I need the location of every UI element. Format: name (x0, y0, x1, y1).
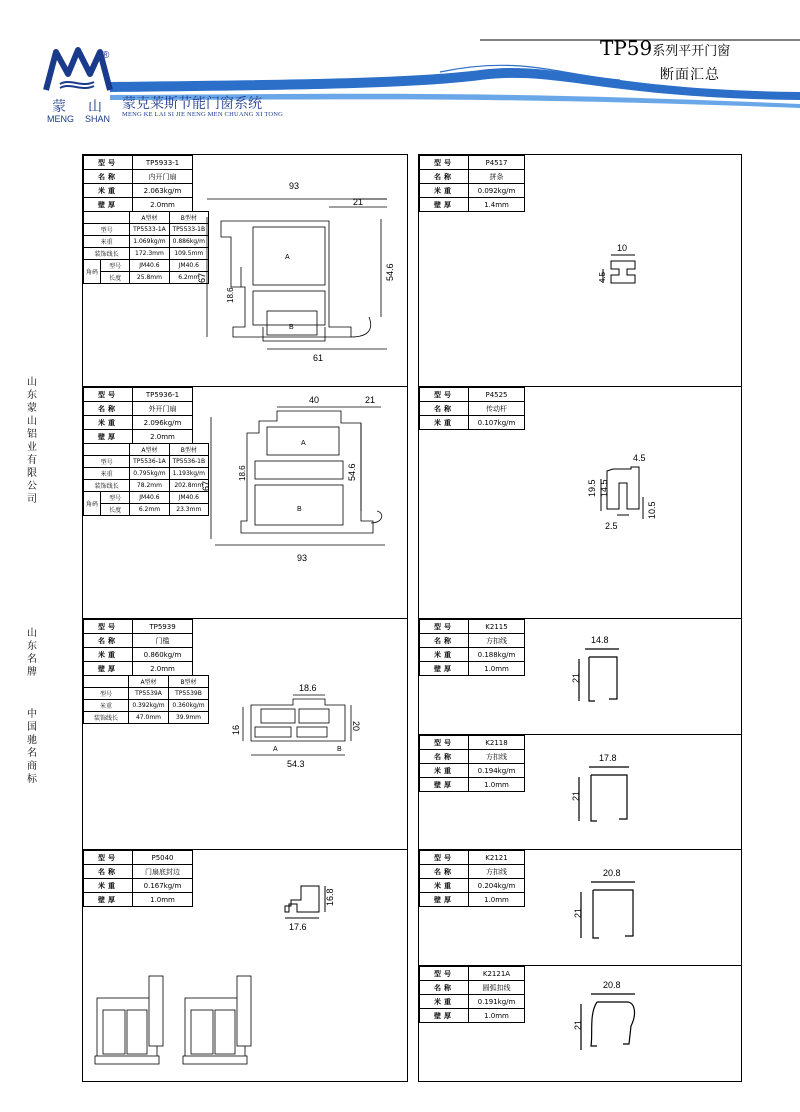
value-weight: 0.191kg/m (469, 995, 525, 1009)
label-model: 型号 (420, 736, 469, 750)
label-model: 型号 (101, 492, 130, 504)
value-name: 内开门扇 (133, 170, 193, 184)
spec-table-p4517 (419, 155, 525, 212)
label-name: 名称 (84, 634, 133, 648)
dim-height: 21 (571, 790, 581, 801)
logo-en-2: SHAN (85, 114, 111, 124)
profile-drawing-tp5933 (197, 177, 401, 382)
label-weight: 米重 (420, 764, 469, 778)
dim-93: 93 (297, 553, 308, 563)
label-a: A (273, 746, 278, 753)
value-wall: 1.0mm (133, 893, 193, 907)
dim-16-8: 16.8 (325, 888, 335, 906)
value-b-model: TP5533-1B (169, 224, 208, 236)
value-b-weight: 0.360kg/m (169, 700, 209, 712)
dim-14-5: 14.5 (599, 479, 609, 497)
value-weight: 2.096kg/m (133, 416, 193, 430)
dim-93: 93 (289, 181, 300, 191)
page-title (600, 36, 730, 60)
spec-table-tp5939 (83, 619, 193, 676)
dim-4-5: 4.5 (598, 271, 607, 283)
profile-drawing-k2115 (567, 629, 647, 719)
side-brand-1: 山东名牌 (27, 628, 37, 678)
value-wall: 1.0mm (469, 778, 525, 792)
dim-height: 21 (573, 907, 583, 918)
value-b-corner: JM40.6 (169, 492, 208, 504)
dim-18-6: 18.6 (299, 683, 317, 693)
dim-16: 16 (231, 724, 241, 735)
label-deco-len: 装饰线长 (84, 248, 130, 260)
assembly-drawing (89, 970, 265, 1070)
panel-k2118 (418, 734, 742, 850)
value-a-model: TP5536-1A (130, 456, 169, 468)
value-model: P4517 (469, 156, 525, 170)
dim-54-6: 54.6 (347, 463, 357, 481)
label-b-mat: B型材 (169, 676, 209, 688)
dim-21: 21 (365, 395, 376, 405)
value-b-deco: 109.5mm (169, 248, 208, 260)
label-length: 长度 (101, 272, 130, 284)
title-suffix: 系列平开门窗 (652, 44, 731, 59)
label-corner: 角码 (84, 492, 101, 516)
label-wall: 壁厚 (420, 778, 469, 792)
value-b-len: 6.2mm (169, 272, 208, 284)
dim-67: 67 (201, 480, 211, 491)
dim-67: 67 (197, 272, 207, 283)
label-model: 型号 (420, 967, 469, 981)
label-model: 型号 (420, 851, 469, 865)
profile-drawing-k2121 (569, 860, 669, 955)
value-weight: 0.107kg/m (469, 416, 525, 430)
value-model: K2115 (469, 620, 525, 634)
value-a-len: 6.2mm (130, 504, 169, 516)
value-name: 方扣线 (469, 750, 525, 764)
value-b-weight: 0.886kg/m (169, 236, 208, 248)
value-model: P4525 (469, 388, 525, 402)
label-model: 型号 (420, 620, 469, 634)
spec-table-p4525 (419, 387, 525, 430)
value-name: 传动杆 (469, 402, 525, 416)
label-model: 型号 (84, 688, 129, 700)
label-weight: 米重 (84, 184, 133, 198)
label-weight: 米重 (84, 700, 129, 712)
spec-table-k2121 (419, 850, 525, 907)
label-model: 型号 (420, 388, 469, 402)
value-model: TP5933-1 (133, 156, 193, 170)
dim-height: 21 (571, 672, 581, 683)
label-name: 名称 (420, 981, 469, 995)
value-wall: 1.0mm (469, 1009, 525, 1023)
page-subtitle: 断面汇总 (660, 67, 720, 83)
label-name: 名称 (420, 865, 469, 879)
profile-drawing-tp5936 (201, 393, 401, 573)
label-name: 名称 (84, 170, 133, 184)
company-name-cn: 蒙克莱斯节能门窗系统 (122, 96, 262, 112)
value-b-corner: JM40.6 (169, 260, 208, 272)
label-b: B (297, 506, 302, 513)
panel-k2115 (418, 618, 742, 735)
company-name-en: MENG KE LAI SI JIE NENG MEN CHUANG XI TONG (122, 111, 284, 118)
dim-width: 20.8 (603, 980, 621, 990)
panel-k2121a (418, 965, 742, 1082)
label-weight: 米重 (420, 879, 469, 893)
label-weight: 米重 (84, 468, 130, 480)
value-weight: 0.092kg/m (469, 184, 525, 198)
diag-cell (84, 212, 130, 224)
label-model: 型号 (84, 156, 133, 170)
label-weight: 米重 (420, 416, 469, 430)
profile-drawing-tp5939 (233, 679, 373, 769)
value-model: P5040 (133, 851, 193, 865)
title-series: TP59 (600, 36, 653, 60)
spec-table-p5040 (83, 850, 193, 907)
label-b-mat: B型材 (169, 444, 208, 456)
panel-tp5936 (82, 386, 408, 619)
sub-table-tp5939 (83, 675, 209, 724)
dim-10: 10 (617, 243, 628, 253)
value-wall: 1.4mm (469, 198, 525, 212)
value-wall: 2.0mm (133, 662, 193, 676)
label-model: 型号 (84, 620, 133, 634)
registered-mark: ® (102, 50, 110, 61)
label-a-mat: A型材 (130, 444, 169, 456)
value-weight: 0.860kg/m (133, 648, 193, 662)
label-weight: 米重 (84, 648, 133, 662)
label-name: 名称 (420, 634, 469, 648)
dim-4-5: 4.5 (633, 453, 646, 463)
value-a-model: TP5539A (129, 688, 169, 700)
value-name: 门槛 (133, 634, 193, 648)
dim-21: 21 (353, 197, 364, 207)
label-name: 名称 (84, 865, 133, 879)
label-weight: 米重 (84, 236, 130, 248)
label-b: B (337, 746, 342, 753)
label-deco-len: 装饰线长 (84, 480, 130, 492)
value-b-model: TP5536-1B (169, 456, 208, 468)
value-a-len: 25.8mm (130, 272, 169, 284)
value-wall: 1.0mm (469, 893, 525, 907)
value-name: 方扣线 (469, 634, 525, 648)
panel-p4517 (418, 154, 742, 387)
dim-width: 17.8 (599, 753, 617, 763)
value-model: K2121 (469, 851, 525, 865)
logo-char-1: 蒙 (52, 99, 66, 115)
label-wall: 壁厚 (84, 198, 133, 212)
dim-20: 20 (351, 721, 361, 732)
label-wall: 壁厚 (420, 893, 469, 907)
label-a-mat: A型材 (129, 676, 169, 688)
label-wall: 壁厚 (84, 662, 133, 676)
value-weight: 2.063kg/m (133, 184, 193, 198)
label-a-mat: A型材 (130, 212, 169, 224)
spec-table-k2121a (419, 966, 525, 1023)
value-b-len: 23.3mm (169, 504, 208, 516)
label-a: A (301, 440, 306, 447)
value-a-weight: 1.069kg/m (130, 236, 169, 248)
dim-height: 21 (573, 1019, 583, 1030)
label-wall: 壁厚 (420, 1009, 469, 1023)
value-a-corner: JM40.6 (130, 492, 169, 504)
label-length: 长度 (101, 504, 130, 516)
value-model: TP5936-1 (133, 388, 193, 402)
value-a-deco: 78.2mm (130, 480, 169, 492)
value-name: 门扇底封边 (133, 865, 193, 879)
label-model: 型号 (84, 851, 133, 865)
label-wall: 壁厚 (420, 662, 469, 676)
value-a-deco: 172.3mm (130, 248, 169, 260)
label-corner: 角码 (84, 260, 101, 284)
panel-p4525 (418, 386, 742, 619)
spec-table-tp5936 (83, 387, 193, 444)
label-weight: 米重 (420, 995, 469, 1009)
value-name: 圆弧扣线 (469, 981, 525, 995)
label-model: 型号 (84, 224, 130, 236)
value-weight: 0.188kg/m (469, 648, 525, 662)
dim-10-5: 10.5 (647, 501, 657, 519)
label-weight: 米重 (84, 416, 133, 430)
value-a-weight: 0.795kg/m (130, 468, 169, 480)
side-company: 山东蒙山铝业有限公司 (27, 377, 37, 505)
value-weight: 0.204kg/m (469, 879, 525, 893)
logo-en-1: MENG (47, 114, 74, 124)
diag-cell (84, 676, 129, 688)
label-model: 型号 (84, 388, 133, 402)
dim-61: 61 (313, 353, 324, 363)
value-name: 方扣线 (469, 865, 525, 879)
label-model: 型号 (84, 456, 130, 468)
value-wall: 2.0mm (133, 430, 193, 444)
spec-table-k2118 (419, 735, 525, 792)
profile-drawing-k2118 (567, 745, 657, 835)
label-weight: 米重 (420, 648, 469, 662)
value-a-model: TP5533-1A (130, 224, 169, 236)
dim-18-6: 18.6 (238, 465, 247, 481)
dim-18-6: 18.6 (226, 287, 235, 303)
profile-drawing-k2121a (569, 974, 669, 1069)
value-weight: 0.167kg/m (133, 879, 193, 893)
value-a-weight: 0.392kg/m (129, 700, 169, 712)
label-model: 型号 (420, 156, 469, 170)
dim-54-3: 54.3 (287, 759, 305, 769)
value-b-deco: 202.8mm (169, 480, 208, 492)
label-weight: 米重 (84, 879, 133, 893)
value-model: TP5939 (133, 620, 193, 634)
panel-tp5933 (82, 154, 408, 387)
label-name: 名称 (84, 402, 133, 416)
profile-drawing-p4525 (571, 449, 681, 539)
value-weight: 0.194kg/m (469, 764, 525, 778)
profile-drawing-p5040 (279, 876, 339, 936)
label-b: B (289, 324, 294, 331)
dim-width: 20.8 (603, 868, 621, 878)
label-name: 名称 (420, 170, 469, 184)
side-brand-2: 中国驰名商标 (27, 709, 37, 785)
dim-40: 40 (309, 395, 320, 405)
value-model: K2121A (469, 967, 525, 981)
label-wall: 壁厚 (420, 198, 469, 212)
value-b-model: TP5539B (169, 688, 209, 700)
dim-19-5: 19.5 (587, 479, 597, 497)
label-name: 名称 (420, 402, 469, 416)
logo-char-2: 山 (88, 99, 102, 115)
value-b-deco: 39.9mm (169, 712, 209, 724)
profile-drawing-p4517 (587, 239, 647, 309)
panel-tp5939 (82, 618, 408, 850)
spec-table-tp5933 (83, 155, 193, 212)
sub-table-tp5933 (83, 211, 209, 284)
sub-table-tp5936 (83, 443, 209, 516)
value-b-weight: 1.193kg/m (169, 468, 208, 480)
panel-k2121 (418, 849, 742, 966)
label-a: A (285, 254, 290, 261)
value-wall: 1.0mm (469, 662, 525, 676)
value-a-corner: JM40.6 (130, 260, 169, 272)
dim-17-6: 17.6 (289, 922, 307, 932)
panel-p5040 (82, 849, 408, 1082)
diag-cell (84, 444, 130, 456)
label-wall: 壁厚 (84, 430, 133, 444)
value-wall: 2.0mm (133, 198, 193, 212)
label-b-mat: B型材 (169, 212, 208, 224)
label-weight: 米重 (420, 184, 469, 198)
label-wall: 壁厚 (84, 893, 133, 907)
dim-width: 14.8 (591, 635, 609, 645)
value-model: K2118 (469, 736, 525, 750)
value-name: 外开门扇 (133, 402, 193, 416)
label-deco-len: 装饰线长 (84, 712, 129, 724)
label-name: 名称 (420, 750, 469, 764)
dim-2-5: 2.5 (605, 521, 618, 531)
value-name: 拼条 (469, 170, 525, 184)
value-a-deco: 47.0mm (129, 712, 169, 724)
label-model: 型号 (101, 260, 130, 272)
spec-table-k2115 (419, 619, 525, 676)
dim-54-6: 54.6 (385, 263, 395, 281)
